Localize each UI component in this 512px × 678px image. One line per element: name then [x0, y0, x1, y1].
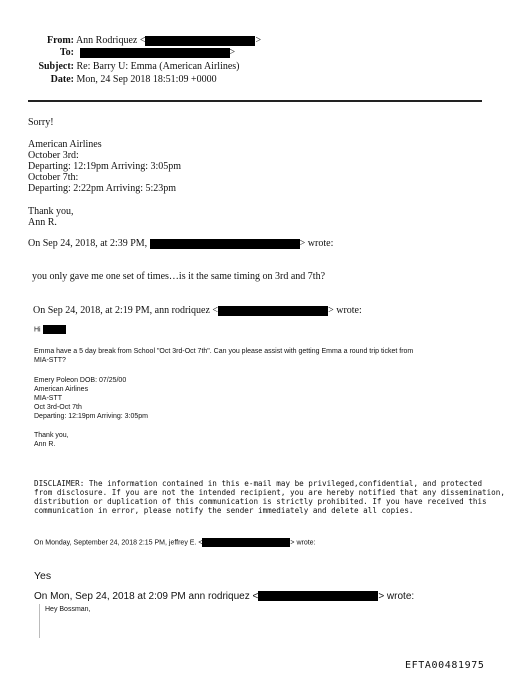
quote2-hi: Hi: [34, 325, 66, 334]
message-oct3: October 3rd:: [28, 150, 79, 161]
to-label: To:: [59, 47, 74, 58]
quote2-line2: MIA-STT?: [34, 357, 66, 364]
disclaimer-line2: from disclosure. If you are not the intended recipient, you are hereby notified that any dissemination,: [34, 488, 505, 497]
message-signature: Ann R.: [28, 217, 57, 228]
disclaimer-line3: distribution or duplication of this communication is strictly prohibited. If you have received this: [34, 497, 487, 506]
redaction-bar: [80, 48, 230, 58]
message-thanks: Thank you,: [28, 206, 74, 217]
message-airline: American Airlines: [28, 139, 102, 150]
from-value: Ann Rodriquez <: [75, 35, 146, 46]
message-departing2: Departing: 2:22pm Arriving: 5:23pm: [28, 183, 177, 194]
message-departing1: Departing: 12:19pm Arriving: 3:05pm: [28, 161, 182, 172]
quote2-route: MIA-STT: [34, 395, 62, 402]
quote2-thanks: Thank you,: [34, 432, 69, 439]
subject-value: Re: Barry U: Emma (American Airlines): [76, 61, 240, 72]
quote2-dates: Oct 3rd-Oct 7th: [34, 404, 82, 411]
quote-bar: [39, 604, 40, 638]
quote1-header: On Sep 24, 2018, at 2:39 PM, > wrote:: [28, 238, 334, 249]
header-from: From: Ann Rodriquez < >: [30, 34, 261, 47]
quote2-header: On Sep 24, 2018, at 2:19 PM, ann rodriquez < > wrote:: [33, 305, 362, 316]
quote2-line1: Emma have a 5 day break from School "Oct 3rd-Oct 7th". Can you please assist with getting Emma a round trip ticket from: [34, 348, 414, 355]
redaction-bar: [202, 538, 290, 547]
quote2-departing: Departing: 12:19pm Arriving: 3:05pm: [34, 413, 149, 420]
message-sorry: Sorry!: [28, 117, 54, 128]
header-divider: [28, 100, 482, 102]
quote4-greeting: Hey Bossman,: [45, 606, 91, 613]
quote2-emery: Emery Poleon DOB: 07/25/00: [34, 377, 127, 384]
header-date: [30, 73, 217, 86]
header-to: To: >: [30, 46, 235, 59]
redaction-bar: [150, 239, 300, 249]
quote4-header: On Mon, Sep 24, 2018 at 2:09 PM ann rodriquez < > wrote:: [34, 591, 415, 602]
date-value: Mon, 24 Sep 2018 18:51:09 +0000: [76, 74, 217, 85]
date-label: Date:: [50, 74, 74, 85]
disclaimer-line4: communication in error, please notify the sender immediately and delete all copies.: [34, 506, 414, 515]
redaction-bar: [43, 325, 66, 334]
quote1-text: you only gave me one set of times…is it the same timing on 3rd and 7th?: [32, 271, 326, 282]
header-subject: [30, 60, 240, 73]
quote3-yes: Yes: [34, 570, 52, 582]
redaction-bar: [258, 591, 378, 601]
quote2-airline: American Airlines: [34, 386, 89, 393]
quote3-header: On Monday, September 24, 2018 2:15 PM, jeffrey E. < > wrote:: [34, 539, 316, 547]
from-label: From:: [46, 35, 74, 46]
quote2-signature: Ann R.: [34, 441, 56, 448]
redaction-bar: [145, 36, 255, 46]
subject-label: Subject:: [38, 61, 74, 72]
message-oct7: October 7th:: [28, 172, 79, 183]
disclaimer-line1: DISCLAIMER: The information contained in this e-mail may be privileged,confidential, and protected: [34, 479, 483, 488]
redaction-bar: [218, 306, 328, 316]
document-id: EFTA00481975: [405, 660, 485, 671]
